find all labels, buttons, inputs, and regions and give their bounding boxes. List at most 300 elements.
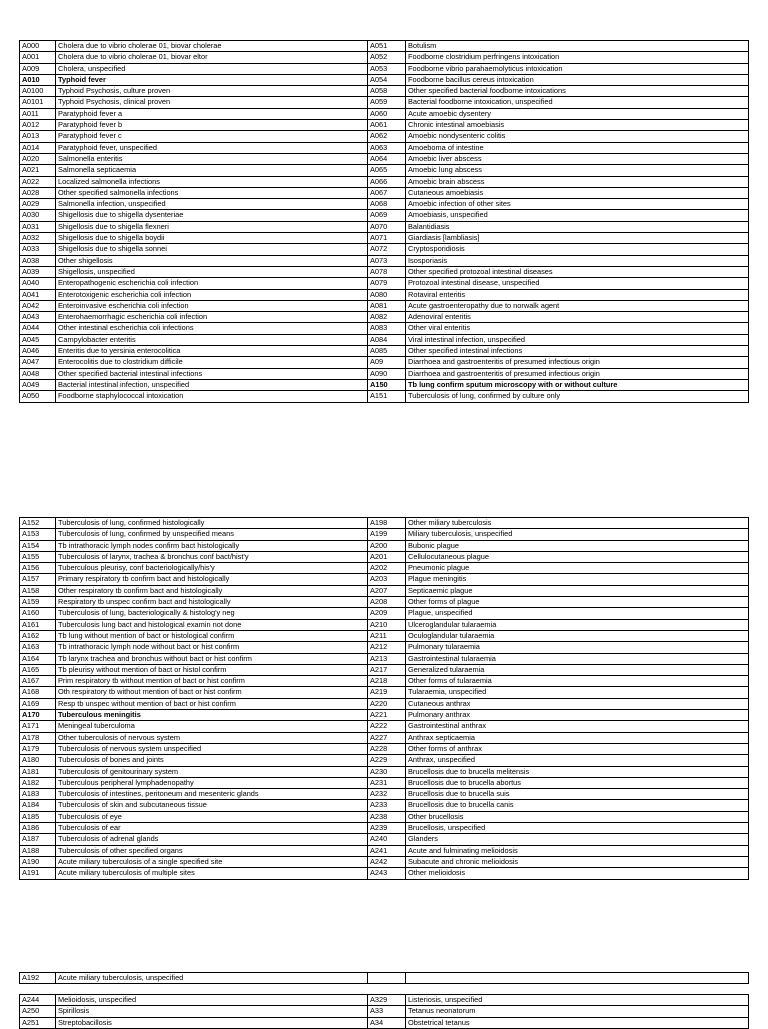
description-cell: Tb intrathoracic lymph nodes confirm bact histologically [56, 540, 368, 551]
description-cell: Gastrointestinal anthrax [406, 721, 749, 732]
table-row [20, 165, 749, 176]
description-cell: Tuberculosis of adrenal glands [56, 834, 368, 845]
description-cell: Acute miliary tuberculosis of multiple sites [56, 868, 368, 879]
description-cell: Cryptosporidiosis [406, 244, 749, 255]
description-cell: Anthrax septicaemia [406, 732, 749, 743]
table-row [20, 653, 749, 664]
description-cell: Cholera due to vibrio cholerae 01, biovar eltor [56, 52, 368, 63]
description-cell: Typhoid Psychosis, culture proven [56, 86, 368, 97]
table-row [20, 289, 749, 300]
code-cell: A082 [368, 312, 406, 323]
table-row [20, 368, 749, 379]
description-cell: Amoebic lung abscess [406, 165, 749, 176]
table-row [20, 973, 749, 984]
code-cell: A250 [20, 1006, 56, 1017]
description-cell: Protozoal intestinal disease, unspecified [406, 278, 749, 289]
code-cell: A022 [20, 176, 56, 187]
code-cell: A029 [20, 199, 56, 210]
table-row [20, 379, 749, 390]
table-row [20, 721, 749, 732]
code-cell: A066 [368, 176, 406, 187]
description-cell: Enteropathogenic escherichia coli infection [56, 278, 368, 289]
table-row [20, 574, 749, 585]
table-row [20, 52, 749, 63]
table-row [20, 153, 749, 164]
description-cell: Tuberculous pleurisy, conf bacteriologically/his'y [56, 563, 368, 574]
description-cell: Salmonella enteritis [56, 153, 368, 164]
description-cell: Brucellosis due to brucella suis [406, 789, 749, 800]
code-cell: A219 [368, 687, 406, 698]
code-cell: A072 [368, 244, 406, 255]
description-cell: Obstetrical tetanus [406, 1017, 749, 1028]
description-cell: Adenoviral enteritis [406, 312, 749, 323]
code-cell: A09 [368, 357, 406, 368]
description-cell: Bacterial foodborne intoxication, unspecified [406, 97, 749, 108]
code-cell: A043 [20, 312, 56, 323]
table-row [20, 221, 749, 232]
code-cell: A239 [368, 823, 406, 834]
code-cell: A240 [368, 834, 406, 845]
table-row [20, 300, 749, 311]
code-cell: A231 [368, 777, 406, 788]
description-cell: Acute miliary tuberculosis of a single specified site [56, 856, 368, 867]
table-row [20, 63, 749, 74]
code-cell: A020 [20, 153, 56, 164]
table-row [20, 518, 749, 529]
description-cell: Other specified intestinal infections [406, 346, 749, 357]
table-row [20, 995, 749, 1006]
code-cell: A040 [20, 278, 56, 289]
description-cell: Typhoid fever [56, 74, 368, 85]
description-cell: Tuberculosis of lung, confirmed by unspecified means [56, 529, 368, 540]
description-cell: Other viral enteritis [406, 323, 749, 334]
description-cell: Enterocolitis due to clostridium difficile [56, 357, 368, 368]
description-cell: Pulmonary anthrax [406, 710, 749, 721]
table-row [20, 41, 749, 52]
table-row [20, 312, 749, 323]
code-table-2 [19, 517, 749, 880]
code-cell: A052 [368, 52, 406, 63]
description-cell: Tuberculosis of lung, confirmed histologically [56, 518, 368, 529]
description-cell: Foodborne bacillus cereus intoxication [406, 74, 749, 85]
table-row [20, 743, 749, 754]
code-cell: A242 [368, 856, 406, 867]
code-cell: A156 [20, 563, 56, 574]
description-cell: Ulceroglandular tularaemia [406, 619, 749, 630]
code-cell [368, 973, 406, 984]
code-cell: A078 [368, 266, 406, 277]
code-cell: A058 [368, 86, 406, 97]
code-cell: A032 [20, 233, 56, 244]
description-cell: Amoeboma of intestine [406, 142, 749, 153]
table-row [20, 597, 749, 608]
code-cell: A065 [368, 165, 406, 176]
table-row [20, 334, 749, 345]
code-cell: A150 [368, 379, 406, 390]
description-cell: Paratyphoid fever c [56, 131, 368, 142]
table-row [20, 346, 749, 357]
description-cell: Other miliary tuberculosis [406, 518, 749, 529]
code-cell: A211 [368, 630, 406, 641]
code-cell: A213 [368, 653, 406, 664]
code-cell: A184 [20, 800, 56, 811]
code-cell: A233 [368, 800, 406, 811]
description-cell: Gastrointestinal tularaemia [406, 653, 749, 664]
code-cell: A028 [20, 187, 56, 198]
code-cell: A160 [20, 608, 56, 619]
description-cell: Glanders [406, 834, 749, 845]
table-row [20, 845, 749, 856]
code-cell: A155 [20, 551, 56, 562]
description-cell: Campylobacter enteritis [56, 334, 368, 345]
description-cell: Tuberculosis of nervous system unspecified [56, 743, 368, 754]
description-cell: Other intestinal escherichia coli infections [56, 323, 368, 334]
code-cell: A230 [368, 766, 406, 777]
description-cell: Salmonella infection, unspecified [56, 199, 368, 210]
code-cell: A050 [20, 391, 56, 402]
code-cell: A243 [368, 868, 406, 879]
table-row [20, 676, 749, 687]
code-cell: A228 [368, 743, 406, 754]
code-cell: A030 [20, 210, 56, 221]
table-row [20, 834, 749, 845]
code-cell: A083 [368, 323, 406, 334]
description-cell: Other shigellosis [56, 255, 368, 266]
description-cell: Amoebic liver abscess [406, 153, 749, 164]
description-cell: Foodborne staphylococcal intoxication [56, 391, 368, 402]
code-cell: A168 [20, 687, 56, 698]
description-cell: Other melioidosis [406, 868, 749, 879]
code-cell: A152 [20, 518, 56, 529]
description-cell: Other specified salmonella infections [56, 187, 368, 198]
description-cell: Primary respiratory tb confirm bact and histologically [56, 574, 368, 585]
description-cell: Miliary tuberculosis, unspecified [406, 529, 749, 540]
description-cell: Amoebiasis, unspecified [406, 210, 749, 221]
code-cell: A163 [20, 642, 56, 653]
description-cell: Tb lung without mention of bact or histological confirm [56, 630, 368, 641]
code-cell: A207 [368, 585, 406, 596]
code-cell: A012 [20, 120, 56, 131]
description-cell: Enterotoxigenic escherichia coli infection [56, 289, 368, 300]
description-cell: Tularaemia, unspecified [406, 687, 749, 698]
code-cell: A227 [368, 732, 406, 743]
description-cell: Tuberculosis of other specified organs [56, 845, 368, 856]
description-cell: Brucellosis, unspecified [406, 823, 749, 834]
description-cell: Foodborne clostridium perfringens intoxication [406, 52, 749, 63]
code-cell: A171 [20, 721, 56, 732]
code-cell: A084 [368, 334, 406, 345]
code-cell: A067 [368, 187, 406, 198]
table-row [20, 529, 749, 540]
code-cell: A157 [20, 574, 56, 585]
description-cell: Diarrhoea and gastroenteritis of presumed infectious origin [406, 357, 749, 368]
description-cell: Rotaviral enteritis [406, 289, 749, 300]
code-cell: A185 [20, 811, 56, 822]
description-cell: Prim respiratory tb without mention of bact or hist confirm [56, 676, 368, 687]
code-cell: A170 [20, 710, 56, 721]
code-cell: A208 [368, 597, 406, 608]
description-cell: Tuberculous meningitis [56, 710, 368, 721]
description-cell: Shigellosis due to shigella sonnei [56, 244, 368, 255]
description-cell: Enteritis due to yersinia enterocolitica [56, 346, 368, 357]
code-cell: A198 [368, 518, 406, 529]
code-cell: A244 [20, 995, 56, 1006]
description-cell: Salmonella septicaemia [56, 165, 368, 176]
description-cell: Tetanus neonatorum [406, 1006, 749, 1017]
code-cell: A34 [368, 1017, 406, 1028]
description-cell: Enteroinvasive escherichia coli infection [56, 300, 368, 311]
code-cell: A085 [368, 346, 406, 357]
table-row [20, 664, 749, 675]
code-cell: A217 [368, 664, 406, 675]
code-cell: A165 [20, 664, 56, 675]
table-row [20, 199, 749, 210]
code-cell: A079 [368, 278, 406, 289]
table-row [20, 789, 749, 800]
code-cell: A048 [20, 368, 56, 379]
description-cell: Tuberculosis of bones and joints [56, 755, 368, 766]
description-cell: Pulmonary tularaemia [406, 642, 749, 653]
code-table-3 [19, 972, 749, 984]
code-cell: A161 [20, 619, 56, 630]
code-cell: A162 [20, 630, 56, 641]
description-cell: Tuberculosis of eye [56, 811, 368, 822]
code-cell: A222 [368, 721, 406, 732]
description-cell: Tb pleurisy without mention of bact or histol confirm [56, 664, 368, 675]
description-cell: Amoebic brain abscess [406, 176, 749, 187]
code-cell: A000 [20, 41, 56, 52]
code-cell: A232 [368, 789, 406, 800]
description-cell: Generalized tularaemia [406, 664, 749, 675]
code-cell: A151 [368, 391, 406, 402]
code-cell: A220 [368, 698, 406, 709]
table-row [20, 244, 749, 255]
description-cell: Foodborne vibrio parahaemolyticus intoxication [406, 63, 749, 74]
table-row [20, 357, 749, 368]
table-row [20, 278, 749, 289]
code-cell: A041 [20, 289, 56, 300]
table-row [20, 255, 749, 266]
code-cell: A001 [20, 52, 56, 63]
table-row [20, 210, 749, 221]
description-cell: Botulism [406, 41, 749, 52]
code-cell: A212 [368, 642, 406, 653]
description-cell: Enterohaemorrhagic escherichia coli infection [56, 312, 368, 323]
description-cell: Melioidosis, unspecified [56, 995, 368, 1006]
description-cell: Other specified protozoal intestinal diseases [406, 266, 749, 277]
code-cell: A062 [368, 131, 406, 142]
description-cell: Other tuberculosis of nervous system [56, 732, 368, 743]
description-cell: Other forms of plague [406, 597, 749, 608]
table-row [20, 551, 749, 562]
table-row [20, 108, 749, 119]
description-cell: Cholera, unspecified [56, 63, 368, 74]
description-cell: Tb lung confirm sputum microscopy with or without culture [406, 379, 749, 390]
description-cell: Acute and fulminating melioidosis [406, 845, 749, 856]
description-cell: Cutaneous amoebiasis [406, 187, 749, 198]
description-cell: Oth respiratory tb without mention of bact or hist confirm [56, 687, 368, 698]
description-cell: Tuberculosis of lung, bacteriologically & histolog'y neg [56, 608, 368, 619]
description-cell: Paratyphoid fever a [56, 108, 368, 119]
code-cell: A010 [20, 74, 56, 85]
description-cell: Tuberculosis of intestines, peritoneum and mesenteric glands [56, 789, 368, 800]
code-cell: A167 [20, 676, 56, 687]
description-cell: Other brucellosis [406, 811, 749, 822]
code-cell: A061 [368, 120, 406, 131]
table-row [20, 811, 749, 822]
code-cell: A187 [20, 834, 56, 845]
description-cell: Typhoid Psychosis, clinical proven [56, 97, 368, 108]
description-cell: Tuberculosis of larynx, trachea & bronchus conf bact/hist'y [56, 551, 368, 562]
code-cell: A251 [20, 1017, 56, 1028]
code-cell: A191 [20, 868, 56, 879]
description-cell: Amoebic nondysenteric colitis [406, 131, 749, 142]
code-cell: A0100 [20, 86, 56, 97]
description-cell: Tuberculosis of skin and subcutaneous tissue [56, 800, 368, 811]
description-cell: Subacute and chronic melioidosis [406, 856, 749, 867]
code-cell: A158 [20, 585, 56, 596]
code-cell: A183 [20, 789, 56, 800]
description-cell: Resp tb unspec without mention of bact or hist confirm [56, 698, 368, 709]
table-row [20, 698, 749, 709]
description-cell: Tuberculosis lung bact and histological examin not done [56, 619, 368, 630]
table-row [20, 86, 749, 97]
code-cell: A186 [20, 823, 56, 834]
description-cell: Tuberculosis of ear [56, 823, 368, 834]
code-cell: A073 [368, 255, 406, 266]
description-cell: Plague meningitis [406, 574, 749, 585]
table-row [20, 608, 749, 619]
table-row [20, 823, 749, 834]
description-cell: Spirillosis [56, 1006, 368, 1017]
description-cell: Shigellosis, unspecified [56, 266, 368, 277]
description-cell: Brucellosis due to brucella abortus [406, 777, 749, 788]
code-cell: A201 [368, 551, 406, 562]
code-cell: A033 [20, 244, 56, 255]
code-cell: A238 [368, 811, 406, 822]
code-cell: A200 [368, 540, 406, 551]
table-row [20, 131, 749, 142]
table-row [20, 1006, 749, 1017]
code-cell: A064 [368, 153, 406, 164]
table-row [20, 563, 749, 574]
table-row [20, 868, 749, 879]
description-cell: Respiratory tb unspec confirm bact and histologically [56, 597, 368, 608]
description-cell: Brucellosis due to brucella canis [406, 800, 749, 811]
description-cell: Oculoglandular tularaemia [406, 630, 749, 641]
table-row [20, 142, 749, 153]
description-cell: Cutaneous anthrax [406, 698, 749, 709]
code-cell: A053 [368, 63, 406, 74]
code-cell: A090 [368, 368, 406, 379]
code-cell: A188 [20, 845, 56, 856]
code-cell: A178 [20, 732, 56, 743]
description-cell: Tuberculosis of genitourinary system [56, 766, 368, 777]
description-cell: Brucellosis due to brucella melitensis [406, 766, 749, 777]
description-cell: Cellulocutaneous plague [406, 551, 749, 562]
code-cell: A190 [20, 856, 56, 867]
table-row [20, 755, 749, 766]
description-cell: Tb intrathoracic lymph node without bact or hist confirm [56, 642, 368, 653]
table-row [20, 777, 749, 788]
description-cell [406, 973, 749, 984]
description-cell: Shigellosis due to shigella flexneri [56, 221, 368, 232]
table-row [20, 710, 749, 721]
code-cell: A069 [368, 210, 406, 221]
code-cell: A181 [20, 766, 56, 777]
description-cell: Anthrax, unspecified [406, 755, 749, 766]
table-row [20, 687, 749, 698]
table-row [20, 176, 749, 187]
code-cell: A068 [368, 199, 406, 210]
code-cell: A063 [368, 142, 406, 153]
code-cell: A203 [368, 574, 406, 585]
description-cell: Other respiratory tb confirm bact and histologically [56, 585, 368, 596]
description-cell: Paratyphoid fever b [56, 120, 368, 131]
description-cell: Shigellosis due to shigella dysenteriae [56, 210, 368, 221]
table-row [20, 585, 749, 596]
code-cell: A154 [20, 540, 56, 551]
description-cell: Meningeal tuberculoma [56, 721, 368, 732]
table-row [20, 187, 749, 198]
table-row [20, 120, 749, 131]
code-cell: A329 [368, 995, 406, 1006]
code-cell: A221 [368, 710, 406, 721]
table-row [20, 1017, 749, 1028]
code-cell: A049 [20, 379, 56, 390]
description-cell: Giardiasis [lambliasis] [406, 233, 749, 244]
code-cell: A182 [20, 777, 56, 788]
code-cell: A021 [20, 165, 56, 176]
table-row [20, 630, 749, 641]
table-row [20, 323, 749, 334]
code-cell: A209 [368, 608, 406, 619]
code-cell: A060 [368, 108, 406, 119]
description-cell: Chronic intestinal amoebiasis [406, 120, 749, 131]
code-cell: A33 [368, 1006, 406, 1017]
table-row [20, 391, 749, 402]
code-cell: A241 [368, 845, 406, 856]
code-cell: A202 [368, 563, 406, 574]
code-cell: A180 [20, 755, 56, 766]
description-cell: Septicaemic plague [406, 585, 749, 596]
description-cell: Other specified bacterial foodborne intoxications [406, 86, 749, 97]
description-cell: Paratyphoid fever, unspecified [56, 142, 368, 153]
code-cell: A164 [20, 653, 56, 664]
code-cell: A013 [20, 131, 56, 142]
code-cell: A042 [20, 300, 56, 311]
description-cell: Viral intestinal infection, unspecified [406, 334, 749, 345]
code-cell: A080 [368, 289, 406, 300]
code-cell: A059 [368, 97, 406, 108]
code-cell: A0101 [20, 97, 56, 108]
table-row [20, 540, 749, 551]
description-cell: Balantidiasis [406, 221, 749, 232]
description-cell: Tuberculosis of lung, confirmed by culture only [406, 391, 749, 402]
description-cell: Plague, unspecified [406, 608, 749, 619]
code-cell: A047 [20, 357, 56, 368]
code-cell: A159 [20, 597, 56, 608]
code-cell: A039 [20, 266, 56, 277]
description-cell: Cholera due to vibrio cholerae 01, biovar cholerae [56, 41, 368, 52]
table-row [20, 642, 749, 653]
description-cell: Isosporiasis [406, 255, 749, 266]
description-cell: Tb larynx trachea and bronchus without bact or hist confirm [56, 653, 368, 664]
description-cell: Other forms of tularaemia [406, 676, 749, 687]
code-cell: A218 [368, 676, 406, 687]
description-cell: Localized salmonella infections [56, 176, 368, 187]
description-cell: Shigellosis due to shigella boydii [56, 233, 368, 244]
